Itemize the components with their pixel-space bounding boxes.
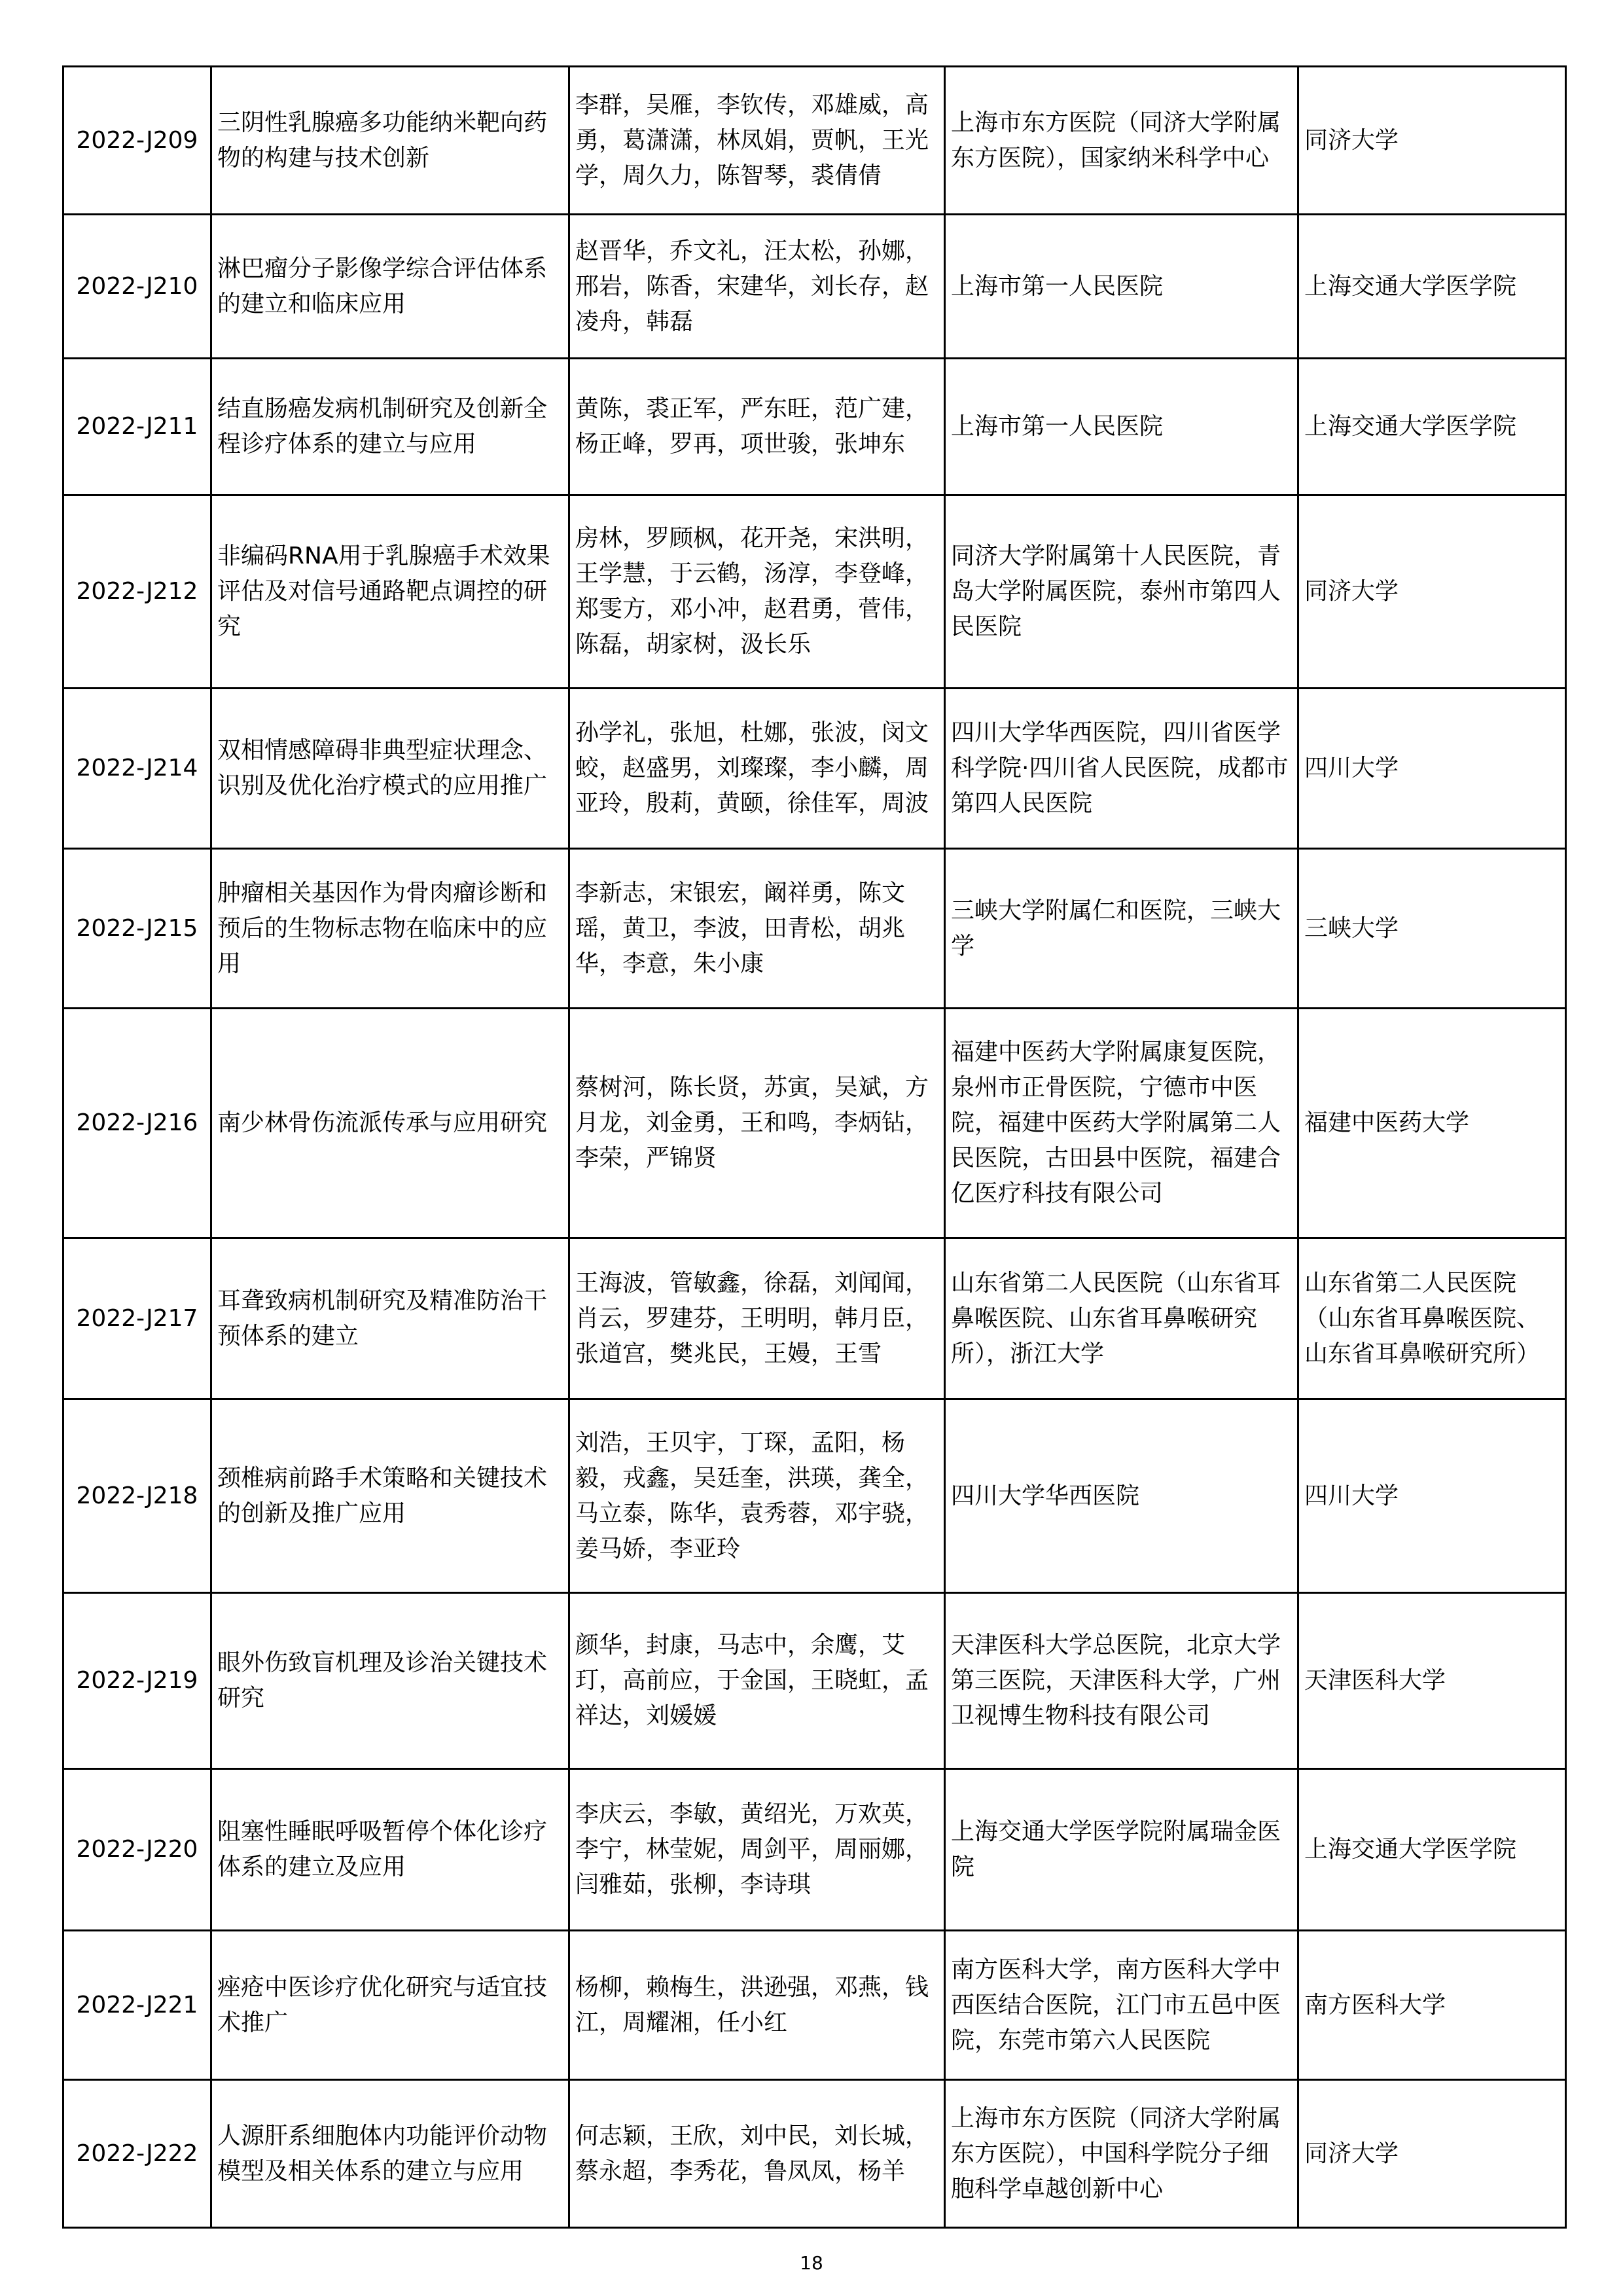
nominating-org-cell: 四川大学: [1298, 689, 1566, 849]
page-number: 18: [800, 2252, 823, 2274]
project-title-cell: 结直肠癌发病机制研究及创新全程诊疗体系的建立与应用: [211, 359, 569, 495]
completing-units-cell: 三峡大学附属仁和医院，三峡大学: [945, 849, 1298, 1009]
nominating-org-cell: 上海交通大学医学院: [1298, 359, 1566, 495]
project-title-cell: 肿瘤相关基因作为骨肉瘤诊断和预后的生物标志物在临床中的应用: [211, 849, 569, 1009]
award-table: [62, 65, 1567, 2229]
completers-cell: 何志颖，王欣，刘中民，刘长城，蔡永超，李秀花，鲁凤凤，杨羊: [569, 2080, 945, 2228]
completers-cell: 黄陈，裘正军，严东旺，范广建，杨正峰，罗再，项世骏，张坤东: [569, 359, 945, 495]
completing-units-cell: 上海市东方医院（同济大学附属东方医院），国家纳米科学中心: [945, 67, 1298, 215]
completing-units-cell: 上海市东方医院（同济大学附属东方医院），中国科学院分子细胞科学卓越创新中心: [945, 2080, 1298, 2228]
completers-cell: 房林，罗顾枫，花开尧，宋洪明，王学慧，于云鹤，汤淳，李登峰，郑雯方，邓小冲，赵君勇，菅伟，陈磊，胡家树，汲长乐: [569, 495, 945, 689]
project-title-cell: 非编码RNA用于乳腺癌手术效果评估及对信号通路靶点调控的研究: [211, 495, 569, 689]
completing-units-cell: 福建中医药大学附属康复医院，泉州市正骨医院，宁德市中医院，福建中医药大学附属第二人民医院，古田县中医院，福建合亿医疗科技有限公司: [945, 1009, 1298, 1238]
completing-units-cell: 南方医科大学，南方医科大学中西医结合医院，江门市五邑中医院，东莞市第六人民医院: [945, 1931, 1298, 2080]
table-row: [63, 1931, 1566, 2080]
completers-cell: 赵晋华，乔文礼，汪太松，孙娜，邢岩，陈香，宋建华，刘长存，赵凌舟，韩磊: [569, 215, 945, 359]
completing-units-cell: 山东省第二人民医院（山东省耳鼻喉医院、山东省耳鼻喉研究所），浙江大学: [945, 1238, 1298, 1399]
project-id-cell: 2022-J222: [63, 2080, 211, 2228]
project-title-cell: 痤疮中医诊疗优化研究与适宜技术推广: [211, 1931, 569, 2080]
table-row: [63, 849, 1566, 1009]
project-title-cell: 颈椎病前路手术策略和关键技术的创新及推广应用: [211, 1399, 569, 1593]
completers-cell: 王海波，管敏鑫，徐磊，刘闻闻，肖云，罗建芬，王明明，韩月臣，张道宫，樊兆民，王嫚，王雪: [569, 1238, 945, 1399]
table-row: [63, 1009, 1566, 1238]
table-row: [63, 1593, 1566, 1769]
completers-cell: 刘浩，王贝宇，丁琛，孟阳，杨毅，戎鑫，吴廷奎，洪瑛，龚全，马立泰，陈华，袁秀蓉，邓宇骁，姜马娇，李亚玲: [569, 1399, 945, 1593]
completers-cell: 蔡树河，陈长贤，苏寅，吴斌，方月龙，刘金勇，王和鸣，李炳钻，李荣，严锦贤: [569, 1009, 945, 1238]
completing-units-cell: 天津医科大学总医院，北京大学第三医院，天津医科大学，广州卫视博生物科技有限公司: [945, 1593, 1298, 1769]
nominating-org-cell: 上海交通大学医学院: [1298, 1769, 1566, 1931]
project-title-cell: 双相情感障碍非典型症状理念、识别及优化治疗模式的应用推广: [211, 689, 569, 849]
table-row: [63, 215, 1566, 359]
project-id-cell: 2022-J218: [63, 1399, 211, 1593]
table-row: [63, 495, 1566, 689]
project-title-cell: 三阴性乳腺癌多功能纳米靶向药物的构建与技术创新: [211, 67, 569, 215]
table-row: [63, 67, 1566, 215]
project-id-cell: 2022-J219: [63, 1593, 211, 1769]
nominating-org-cell: 同济大学: [1298, 2080, 1566, 2228]
project-id-cell: 2022-J211: [63, 359, 211, 495]
project-title-cell: 人源肝系细胞体内功能评价动物模型及相关体系的建立与应用: [211, 2080, 569, 2228]
completing-units-cell: 上海市第一人民医院: [945, 215, 1298, 359]
table-row: [63, 1238, 1566, 1399]
completing-units-cell: 上海市第一人民医院: [945, 359, 1298, 495]
nominating-org-cell: 同济大学: [1298, 495, 1566, 689]
project-title-cell: 南少林骨伤流派传承与应用研究: [211, 1009, 569, 1238]
nominating-org-cell: 天津医科大学: [1298, 1593, 1566, 1769]
project-id-cell: 2022-J220: [63, 1769, 211, 1931]
completing-units-cell: 四川大学华西医院: [945, 1399, 1298, 1593]
project-id-cell: 2022-J217: [63, 1238, 211, 1399]
completing-units-cell: 四川大学华西医院，四川省医学科学院·四川省人民医院，成都市第四人民医院: [945, 689, 1298, 849]
project-id-cell: 2022-J214: [63, 689, 211, 849]
project-title-cell: 阻塞性睡眠呼吸暂停个体化诊疗体系的建立及应用: [211, 1769, 569, 1931]
table-row: [63, 359, 1566, 495]
table-row: [63, 1769, 1566, 1931]
nominating-org-cell: 三峡大学: [1298, 849, 1566, 1009]
completers-cell: 李庆云，李敏，黄绍光，万欢英，李宁，林莹妮，周剑平，周丽娜，闫雅茹，张柳，李诗琪: [569, 1769, 945, 1931]
nominating-org-cell: 同济大学: [1298, 67, 1566, 215]
table-body: [63, 67, 1566, 2228]
table-row: [63, 1399, 1566, 1593]
table-row: [63, 2080, 1566, 2228]
nominating-org-cell: 福建中医药大学: [1298, 1009, 1566, 1238]
completers-cell: 杨柳，赖梅生，洪逊强，邓燕，钱江，周耀湘，任小红: [569, 1931, 945, 2080]
nominating-org-cell: 南方医科大学: [1298, 1931, 1566, 2080]
completers-cell: 颜华，封康，马志中，余鹰，艾玎，高前应，于金国，王晓虹，孟祥达，刘媛媛: [569, 1593, 945, 1769]
project-title-cell: 淋巴瘤分子影像学综合评估体系的建立和临床应用: [211, 215, 569, 359]
project-id-cell: 2022-J209: [63, 67, 211, 215]
nominating-org-cell: 四川大学: [1298, 1399, 1566, 1593]
project-id-cell: 2022-J210: [63, 215, 211, 359]
nominating-org-cell: 上海交通大学医学院: [1298, 215, 1566, 359]
project-id-cell: 2022-J221: [63, 1931, 211, 2080]
project-id-cell: 2022-J216: [63, 1009, 211, 1238]
table-row: [63, 689, 1566, 849]
project-id-cell: 2022-J215: [63, 849, 211, 1009]
project-title-cell: 耳聋致病机制研究及精准防治干预体系的建立: [211, 1238, 569, 1399]
completers-cell: 孙学礼，张旭，杜娜，张波，闵文蛟，赵盛男，刘璨璨，李小麟，周亚玲，殷莉，黄颐，徐佳军，周波: [569, 689, 945, 849]
project-title-cell: 眼外伤致盲机理及诊治关键技术研究: [211, 1593, 569, 1769]
completers-cell: 李新志，宋银宏，阚祥勇，陈文瑶，黄卫，李波，田青松，胡兆华，李意，朱小康: [569, 849, 945, 1009]
completing-units-cell: 同济大学附属第十人民医院，青岛大学附属医院，泰州市第四人民医院: [945, 495, 1298, 689]
completing-units-cell: 上海交通大学医学院附属瑞金医院: [945, 1769, 1298, 1931]
project-id-cell: 2022-J212: [63, 495, 211, 689]
nominating-org-cell: 山东省第二人民医院（山东省耳鼻喉医院、山东省耳鼻喉研究所）: [1298, 1238, 1566, 1399]
completers-cell: 李群，吴雁，李钦传，邓雄威，高勇，葛潇潇，林凤娟，贾帆，王光学，周久力，陈智琴，裘倩倩: [569, 67, 945, 215]
